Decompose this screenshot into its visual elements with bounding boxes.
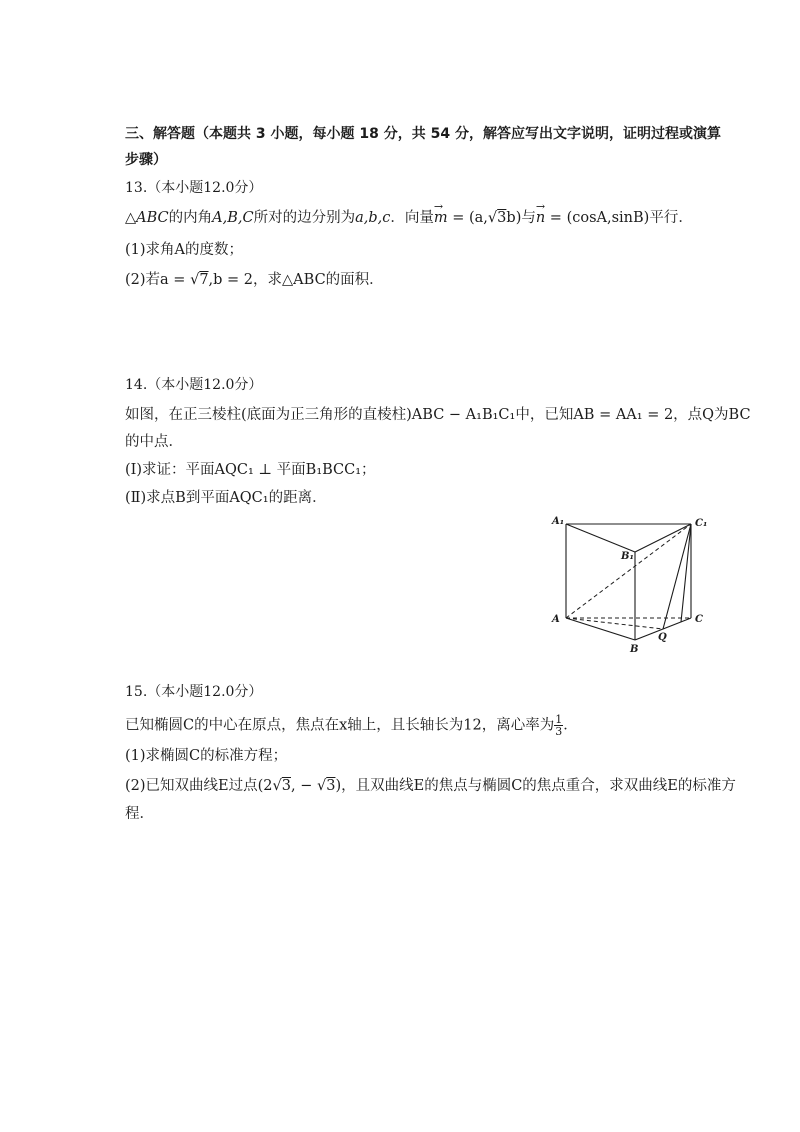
q13-text-d: ．向量: [390, 210, 434, 226]
label-a1: A₁: [552, 516, 565, 527]
segment-c1-aux: [681, 524, 691, 622]
q15-line1-post: ．: [563, 717, 578, 734]
section-heading-line2: 步骤）: [125, 152, 167, 168]
q14-number: 14.（本小题12.0分）: [125, 377, 263, 393]
label-q: Q: [658, 632, 667, 643]
sqrt-7: 7: [199, 272, 209, 288]
fraction-numerator: 1: [555, 713, 563, 726]
q13-part2: (2)若a = √7,b = 2，求△ABC的面积．: [125, 272, 384, 288]
q13-stem: △ABC的内角A,B,C所对的边分别为a,b,c．向量→ m = (a,√3b)与→ n = (cosA,sinB)平行．: [125, 208, 693, 228]
q15-part2-mid: , −: [291, 778, 317, 794]
label-c1: C₁: [695, 518, 708, 529]
triangle-symbol: △: [125, 210, 137, 226]
q13-part2-post: ,b = 2，求△ABC的面积．: [208, 272, 384, 288]
vector-n: → n: [536, 208, 545, 228]
fraction-one-third: [554, 714, 563, 737]
sqrt-3: 3: [497, 210, 507, 226]
q13-text-c: 所对的边分别为: [253, 210, 356, 226]
q13-sides: a,b,c: [355, 210, 391, 226]
segment-aq-hidden: [566, 618, 663, 629]
edge-ab: [566, 618, 635, 640]
segment-qc1: [663, 524, 691, 629]
q14-line2: 的中点．: [125, 434, 183, 450]
fraction-denominator: 3: [555, 725, 563, 738]
q15-part2-line2: 程．: [125, 806, 154, 822]
edge-b1c1: [635, 524, 691, 552]
q14-line1: 如图，在正三棱柱(底面为正三角形的直棱柱)ABC − A₁B₁C₁中，已知AB = AA₁ = 2，点Q为BC: [125, 407, 751, 423]
sqrt-3-a: 3: [281, 778, 291, 794]
label-b: B: [630, 644, 639, 655]
q15-part2: (2)已知双曲线E过点(2√3, − √3)，且双曲线E的焦点与椭圆C的焦点重合，求双曲线E的标准方: [125, 778, 736, 794]
section-heading-line1: 三、解答题（本题共 3 小题，每小题 18 分，共 54 分，解答应写出文字说明，证明过程或演算: [125, 126, 721, 142]
q14-part1: (Ⅰ)求证：平面AQC₁ ⊥ 平面B₁BCC₁；: [125, 462, 376, 478]
q13-part1: (1)求角A的度数；: [125, 242, 244, 258]
label-b1: B₁: [621, 551, 634, 562]
q13-text-g: = (cosA,sinB)平行．: [545, 210, 693, 226]
q15-line1-pre: 已知椭圆C的中心在原点，焦点在x轴上，且长轴长为12，离心率为: [125, 717, 555, 734]
q14-part2: (Ⅱ)求点B到平面AQC₁的距离．: [125, 490, 327, 506]
q15-part1: (1)求椭圆C的标准方程；: [125, 748, 288, 764]
q13-text-b: 的内角: [168, 210, 213, 226]
vector-m: → m: [434, 208, 448, 228]
prism-figure: [545, 512, 715, 657]
edge-a1b1: [566, 524, 635, 552]
label-a: A: [552, 614, 560, 625]
q13-angles: A,B,C: [212, 210, 254, 226]
triangle-abc: ABC: [136, 210, 169, 226]
q13-text-f: b)与: [506, 210, 536, 226]
q13-part2-pre: (2)若a =: [125, 272, 191, 288]
q13-number: 13.（本小题12.0分）: [125, 180, 263, 196]
q15-number: 15.（本小题12.0分）: [125, 684, 263, 700]
q13-text-e: = (a,: [447, 210, 488, 226]
segment-ac1-hidden: [566, 524, 691, 618]
q15-part2-post: )，且双曲线E的焦点与椭圆C的焦点重合，求双曲线E的标准方: [335, 778, 736, 794]
label-c: C: [695, 614, 703, 625]
q15-line1: [125, 714, 578, 737]
q15-part2-pre: (2)已知双曲线E过点(2: [125, 778, 273, 794]
sqrt-3-b: 3: [326, 778, 336, 794]
